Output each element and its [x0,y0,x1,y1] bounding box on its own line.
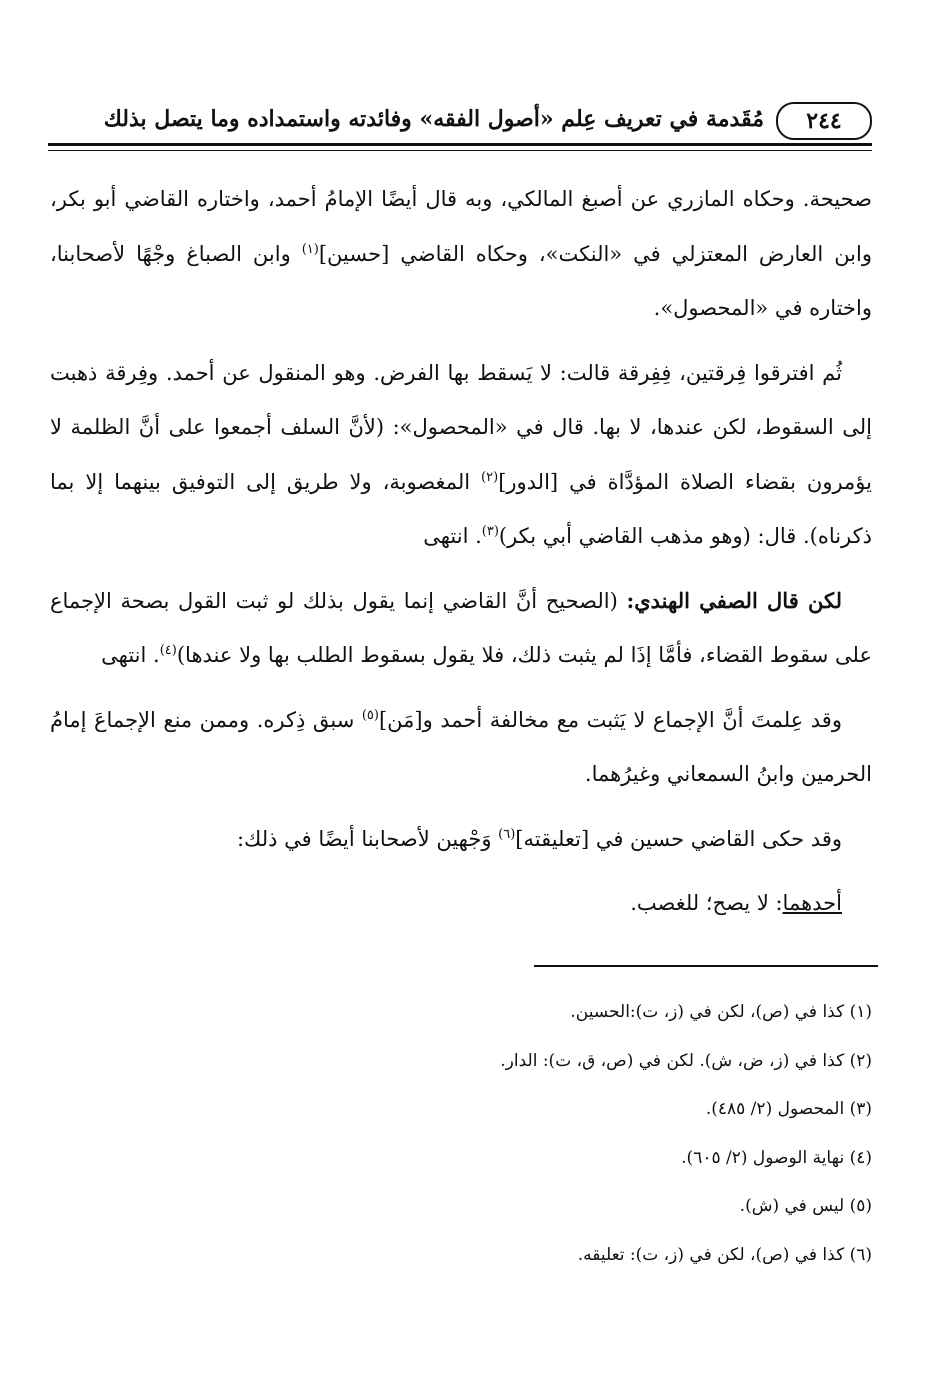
header-rule-thick [48,143,872,146]
paragraph-2: ثُم افترقوا فِرقتين، فِفِرقة قالت: لا يَسقط بها الفرض. وهو المنقول عن أحمد. وفِرقة ذهبت إلى السقوط، لكن عندها، لا بها. قال في «المحصول»: (لأنَّ السلف أجمعوا على أنَّ الظلمة لا يؤمرون بقضاء الصلاة المؤدَّاة في [الدور]$^{(٢)}$ المغصوبة، ولا طريق إلى التوفيق بينهما إلا بما ذكرناه). قال: (وهو مذهب القاضي أبي بكر)$^{(٣)}$. انتهى [50,360,872,548]
paragraph-3: لكن قال الصفي الهندي: (الصحيح أنَّ القاضي إنما يقول بذلك لو ثبت القول بصحة الإجماع على سقوط القضاء، فأمَّا إذَا لم يثبت ذلك، فلا يقول بسقوط الطلب بها ولا عندها)$^{(٤)}$. انتهى [50,587,872,667]
paragraph-6-lead: أحدهما [782,891,842,915]
main-text [50,172,872,941]
paragraph-4: وقد عِلمتَ أنَّ الإجماع لا يَثبت مع مخالفة أحمد و[مَن]$^{(٥)}$ سبق ذِكره. وممن منع الإجماعَ إمامُ الحرمين وابنُ السمعاني وغيرُهما. [50,707,872,786]
footnote-ref-1: (١) [301,241,319,257]
footnote-4: (٤) نهاية الوصول (٢/ ٦٠٥). [681,1147,872,1168]
footnote-1: (١) كذا في (ص)، لكن في (ز، ت):الحسين. [570,1002,872,1022]
footnote-ref-6: (٦) [498,826,516,842]
footnote-5: (٥) ليس في (ش). [739,1196,872,1216]
running-header [48,100,872,144]
footnote-ref-5: (٥) [361,707,379,723]
footnotes [50,995,872,1286]
footnote-separator [534,965,878,967]
paragraph-1: صحيحة. وحكاه المازري عن أصبغ المالكي، وبه قال أيضًا الإمامُ أحمد، واختاره القاضي أبو بكر، وابن العارض المعتزلي في «النكت»، وحكاه القاضي [حسين]$^{(١)}$ وابن الصباغ وجْهًا لأصحابنا، واختاره في «المحصول». [50,187,873,320]
paragraph-6: أحدهما: لا يصح؛ للغصب. [630,891,842,915]
header-rule-thin [48,150,872,151]
page-number-badge: ٢٤٤ [776,102,872,140]
paragraph-3-lead: لكن قال الصفي الهندي: [626,587,842,613]
footnote-ref-2: (٢) [481,469,499,485]
footnote-6: (٦) كذا في (ص)، لكن في (ز، ت): تعليقه. [577,1244,872,1265]
footnote-ref-4: (٤) [159,643,177,658]
chapter-title: مُقَدمة في تعريف عِلم «أصول الفقه» وفائدته واستمداده وما يتصل بذلك [103,106,764,132]
paragraph-5: وقد حكى القاضي حسين في [تعليقته]$^{(٦)}$ وَجْهين لأصحابنا أيضًا في ذلك: [236,826,842,851]
footnote-2: (٢) كذا في (ز، ض، ش). لكن في (ص، ق، ت): الدار. [500,1050,872,1071]
footnote-ref-3: (٣) [481,524,499,539]
footnote-3: (٣) المحصول (٢/ ٤٨٥). [705,1099,872,1119]
